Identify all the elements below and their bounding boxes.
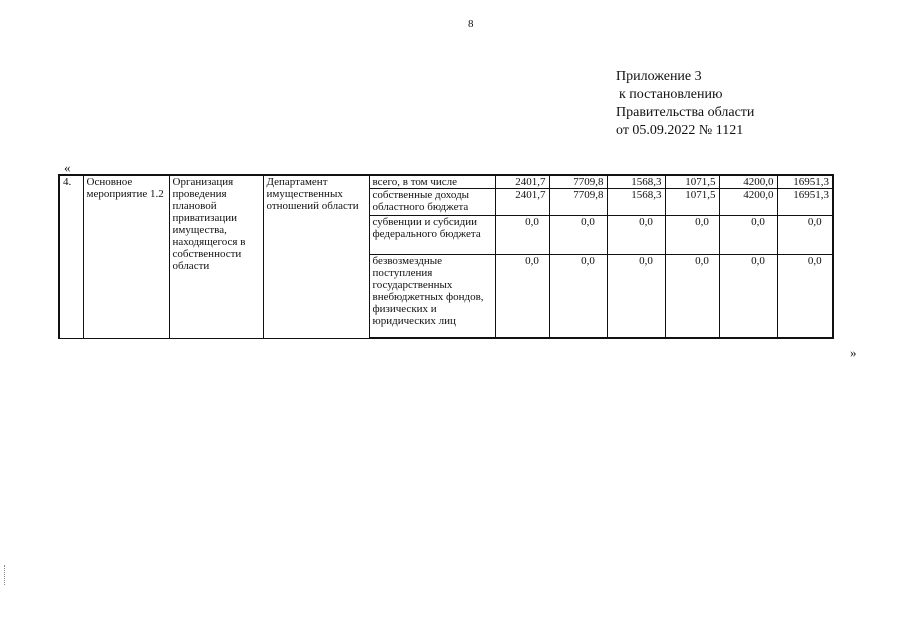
value-cell: 16951,3 xyxy=(777,189,833,216)
value-cell: 0,0 xyxy=(495,216,549,255)
appendix-line-3: Правительства области xyxy=(616,105,755,120)
value-cell: 4200,0 xyxy=(719,189,777,216)
appendix-line-1: Приложение 3 xyxy=(616,69,702,84)
value-cell: 0,0 xyxy=(777,255,833,339)
value-cell: 0,0 xyxy=(665,255,719,339)
source-label: субвенции и субсидии федерального бюджета xyxy=(369,216,495,255)
value-cell: 0,0 xyxy=(607,255,665,339)
value-cell: 0,0 xyxy=(719,216,777,255)
value-cell: 7709,8 xyxy=(549,189,607,216)
value-cell: 0,0 xyxy=(719,255,777,339)
value-cell: 2401,7 xyxy=(495,189,549,216)
value-cell: 0,0 xyxy=(665,216,719,255)
source-label: собственные доходы областного бюджета xyxy=(369,189,495,216)
value-cell: 0,0 xyxy=(495,255,549,339)
opening-quote: « xyxy=(64,160,71,175)
value-cell: 1071,5 xyxy=(665,175,719,189)
value-cell: 0,0 xyxy=(549,216,607,255)
source-label: всего, в том числе xyxy=(369,175,495,189)
value-cell: 7709,8 xyxy=(549,175,607,189)
value-cell: 1568,3 xyxy=(607,189,665,216)
activity-cell: Основное мероприятие 1.2 xyxy=(83,175,169,338)
value-cell: 0,0 xyxy=(607,216,665,255)
closing-quote: » xyxy=(850,345,857,360)
source-label: безвозмездные поступления государственных внебюджетных фондов, физических и юридических лиц xyxy=(369,255,495,339)
appendix-line-2: к постановлению xyxy=(619,87,723,102)
value-cell: 4200,0 xyxy=(719,175,777,189)
margin-mark xyxy=(4,565,9,585)
page-number: 8 xyxy=(468,18,474,30)
description-cell: Организация проведения плановой приватизации имущества, находящегося в собственности области xyxy=(169,175,263,338)
appendix-header xyxy=(616,68,754,140)
table-row xyxy=(59,175,833,189)
executor-cell: Департамент имущественных отношений области xyxy=(263,175,369,338)
appendix-line-4: от 05.09.2022 № 1121 xyxy=(616,123,744,138)
row-number-cell: 4. xyxy=(59,175,83,338)
value-cell: 16951,3 xyxy=(777,175,833,189)
value-cell: 2401,7 xyxy=(495,175,549,189)
value-cell: 1071,5 xyxy=(665,189,719,216)
funding-table xyxy=(58,174,834,339)
value-cell: 0,0 xyxy=(549,255,607,339)
value-cell: 1568,3 xyxy=(607,175,665,189)
value-cell: 0,0 xyxy=(777,216,833,255)
